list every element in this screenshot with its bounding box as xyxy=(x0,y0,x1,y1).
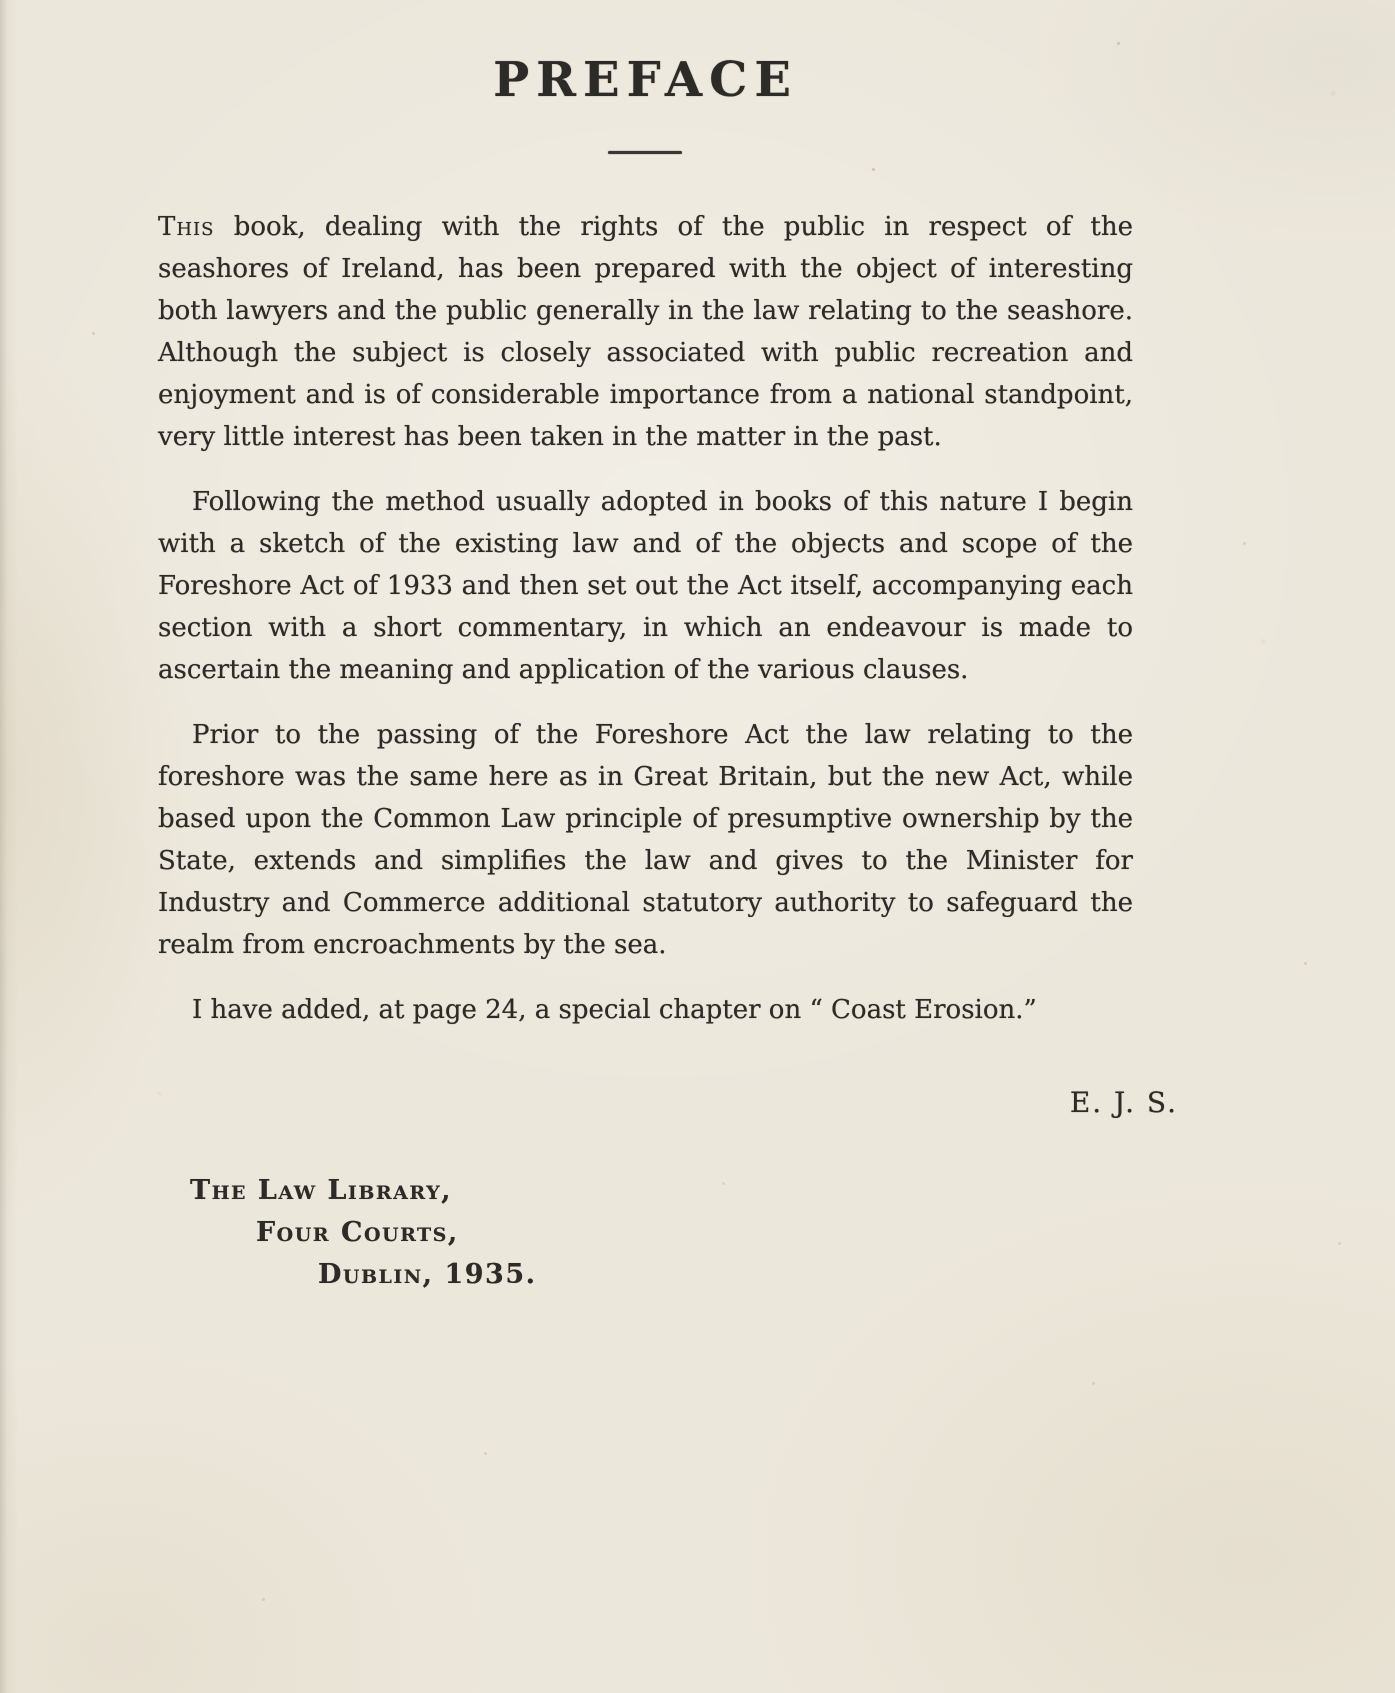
preface-paragraph-2: Following the method usually adopted in books of this nature I begin with a sketch of the existing law and of the objects and scope of the Foreshore Act of 1933 and then set out the Act itself, accompanying each section with a short commentary, in which an endeavour is made to ascertain the meaning and application of the various clauses. xyxy=(158,487,1133,685)
paper-speckles xyxy=(0,0,3,3)
paragraph-1-text: book, dealing with the rights of the public in respect of the seashores of Ireland, has been prepared with the object of interesting both lawyers and the public generally in the law relating to the seashore. Although the subject is closely associated with public recreation and enjoyment and is of considerable importance from a national standpoint, very little interest has been taken in the matter in the past. xyxy=(158,212,1133,452)
imprint-line-library: The Law Library, xyxy=(190,1175,453,1206)
title-divider-rule xyxy=(608,151,682,154)
author-initials: E. J. S. xyxy=(1069,1086,1178,1119)
preface-body xyxy=(158,206,1133,1031)
page-title: PREFACE xyxy=(493,52,798,108)
preface-paragraph-3: Prior to the passing of the Foreshore Act the law relating to the foreshore was the same here as in Great Britain, but the new Act, while based upon the Common Law principle of presumptive ownership by the State, extends and simplifies the law and gives to the Minister for Industry and Commerce additional statutory authority to safeguard the realm from encroachments by the sea. xyxy=(158,720,1133,960)
imprint-line-city-year: Dublin, 1935. xyxy=(318,1259,537,1290)
preface-paragraph-1 xyxy=(158,206,1133,458)
preface-paragraph-4: I have added, at page 24, a special chapter on “ Coast Erosion.” xyxy=(192,995,1037,1025)
imprint-block xyxy=(190,1170,537,1296)
paragraph-lead-word: This xyxy=(158,212,215,242)
imprint-line-courts: Four Courts, xyxy=(256,1217,459,1248)
